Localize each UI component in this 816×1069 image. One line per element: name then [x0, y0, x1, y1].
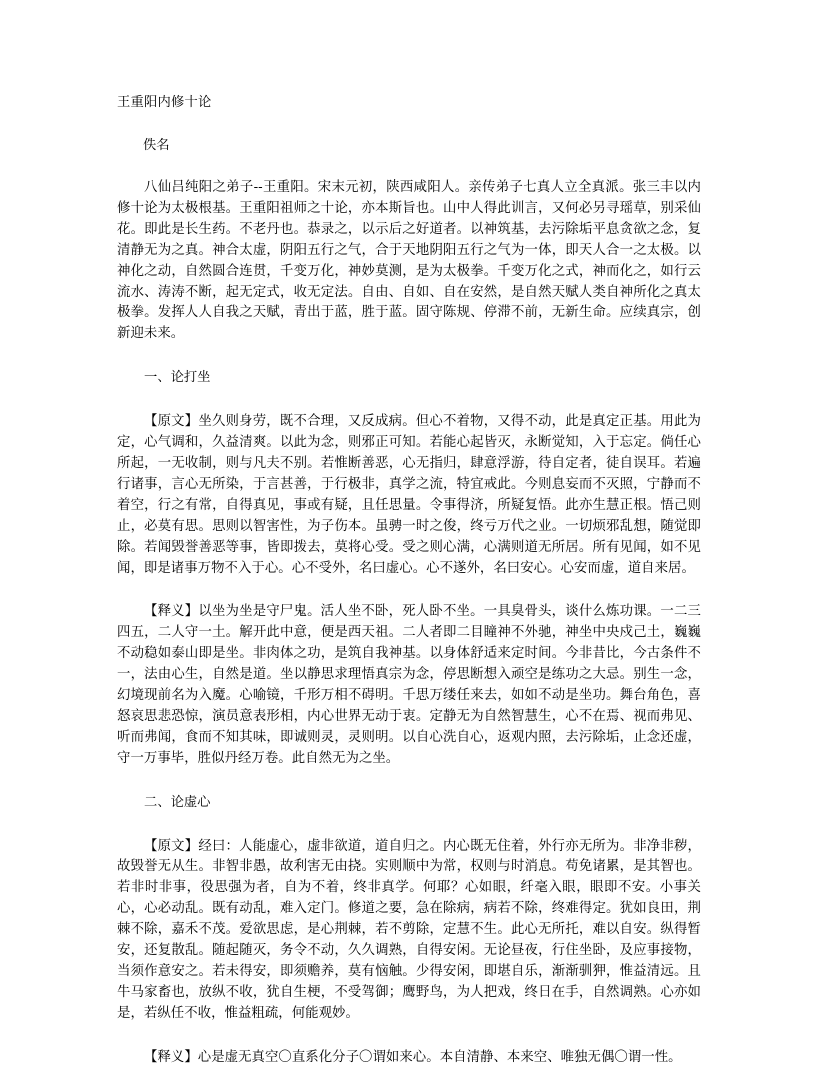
interpretation-text-2: 【释义】心是虚无真空〇直系化分子〇谓如来心。本自清静、本来空、唯独无偶〇谓一性。	[144, 1049, 682, 1065]
page-title: 王重阳内修十论	[117, 95, 212, 110]
original-text-1: 【原文】坐久则身劳，既不合理，又反成病。但心不着物，又得不动，此是真定正基。用此为定，心气调和，久益清爽。以此为念，则邪正可知。若能心起皆灭，永断觉知，入于忘定。倘任心所起，一无收制，则与凡夫不别。若惟断善恶，心无指归，肆意浮游，待自定者，徒自误耳。若遍行诸事，言心无所染，于言甚善，于行极非，真学之流，特宜戒此。今则息妄而不灭照，宁静而不着空，行之有常，自得真见，事或有疑，且任思量。令事得济，所疑复悟。此亦生慧正根。悟己则止，必莫有思。思则以智害性，为子伤本。虽骋一时之俊，终亏万代之业。一切烦邪乱想，随觉即除。若闻毁誉善恶等事，皆即拨去，莫将心受。受之则心满，心满则道无所居。所有见闻，如不见闻，即是诸事万物不入于心。心不受外，名曰虚心。心不遂外，名曰安心。心安而虚，道自来居。	[117, 414, 701, 576]
original-text-2: 【原文】经曰：人能虚心，虚非欲道，道自归之。内心既无住着，外行亦无所为。非净非秽，故毁誉无从生。非智非愚，故利害无由挠。实则顺中为常，权则与时消息。苟免诸累，是其智也。若非时非事，役思强为者，自为不着，终非真学。何耶？心如眼，纤毫入眼，眼即不安。小事关心，心必动乱。既有动乱，难入定门。修道之要，急在除病，病若不除，终难得定。犹如良田，荆棘不除，嘉禾不茂。爱欲思虑，是心荆棘，若不剪除，定慧不生。此心无所托，难以自安。纵得暂安，还复散乱。随起随灭，务令不动，久久调熟，自得安闲。无论昼夜，行住坐卧，及应事接物，当须作意安之。若未得安，即须赡养，莫有恼触。少得安闲，即堪自乐，渐渐驯狎，惟益清远。且牛马家畜也，放纵不收，犹自生梗，不受驾御；鹰野鸟，为人把戏，终日在手，自然调熟。心亦如是，若纵任不收，惟益粗疏，何能观妙。	[117, 838, 701, 1021]
preface-paragraph: 八仙吕纯阳之弟子--王重阳。宋末元初，陕西咸阳人。亲传弟子七真人立全真派。张三丰以内修十论为太极根基。王重阳祖师之十论，亦本斯旨也。山中人得此训言，又何必另寻瑶草，别采仙花。即此是长生药。不老丹也。恭录之，以示后之好道者。以神筑基，去污除垢平息贪欲之念，复清静无为之真。神合太虚，阴阳五行之气，合于天地阴阳五行之气为一体，即天人合一之太极。以神化之动，自然圆合连贯，千变万化，神妙莫测，是为太极拳。千变万化之式，神而化之，如行云流水、涛涛不断，起无定式，收无定法。自由、自如、自在安然，是自然天赋人类自神所化之真太极拳。发挥人人自我之天赋，青出于蓝，胜于蓝。固守陈规、停滞不前，无新生命。应续真宗，创新迎未来。	[117, 180, 701, 342]
document-content	[117, 93, 701, 1069]
section-heading-1: 一、论打坐	[144, 370, 211, 386]
interpretation-text-1: 【释义】以坐为坐是守尸鬼。活人坐不卧，死人卧不坐。一具臭骨头，谈什么炼功课。一二三四五，二人守一土。解开此中意，便是西天祖。二人者即二目瞳神不外驰，神坐中央戍己土，巍巍不动稳如泰山即是坐。非肉体之功，是筑自我神基。以身体舒适来定时间。今非昔比，今古条件不一，法由心生，自然是道。坐以静思求理悟真宗为念，停思断想入顽空是练功之大忌。别生一念，幻境现前名为入魔。心喻镜，千形万相不碍明。千思万缕任来去，如如不动是坐功。舞台角色，喜怒哀思悲恐惊，演员意表形相，内心世界无动于衷。定静无为自然智慧生，心不在焉、视而弗见、听而弗闻，食而不知其味，即诚则灵，灵则明。以自心洗自心，返观内照，去污除垢，止念还虚，守一万事毕，胜似丹经万卷。此自然无为之坐。	[117, 604, 701, 766]
section-heading-2: 二、论虚心	[144, 794, 211, 810]
document-author: 佚名	[143, 138, 170, 153]
